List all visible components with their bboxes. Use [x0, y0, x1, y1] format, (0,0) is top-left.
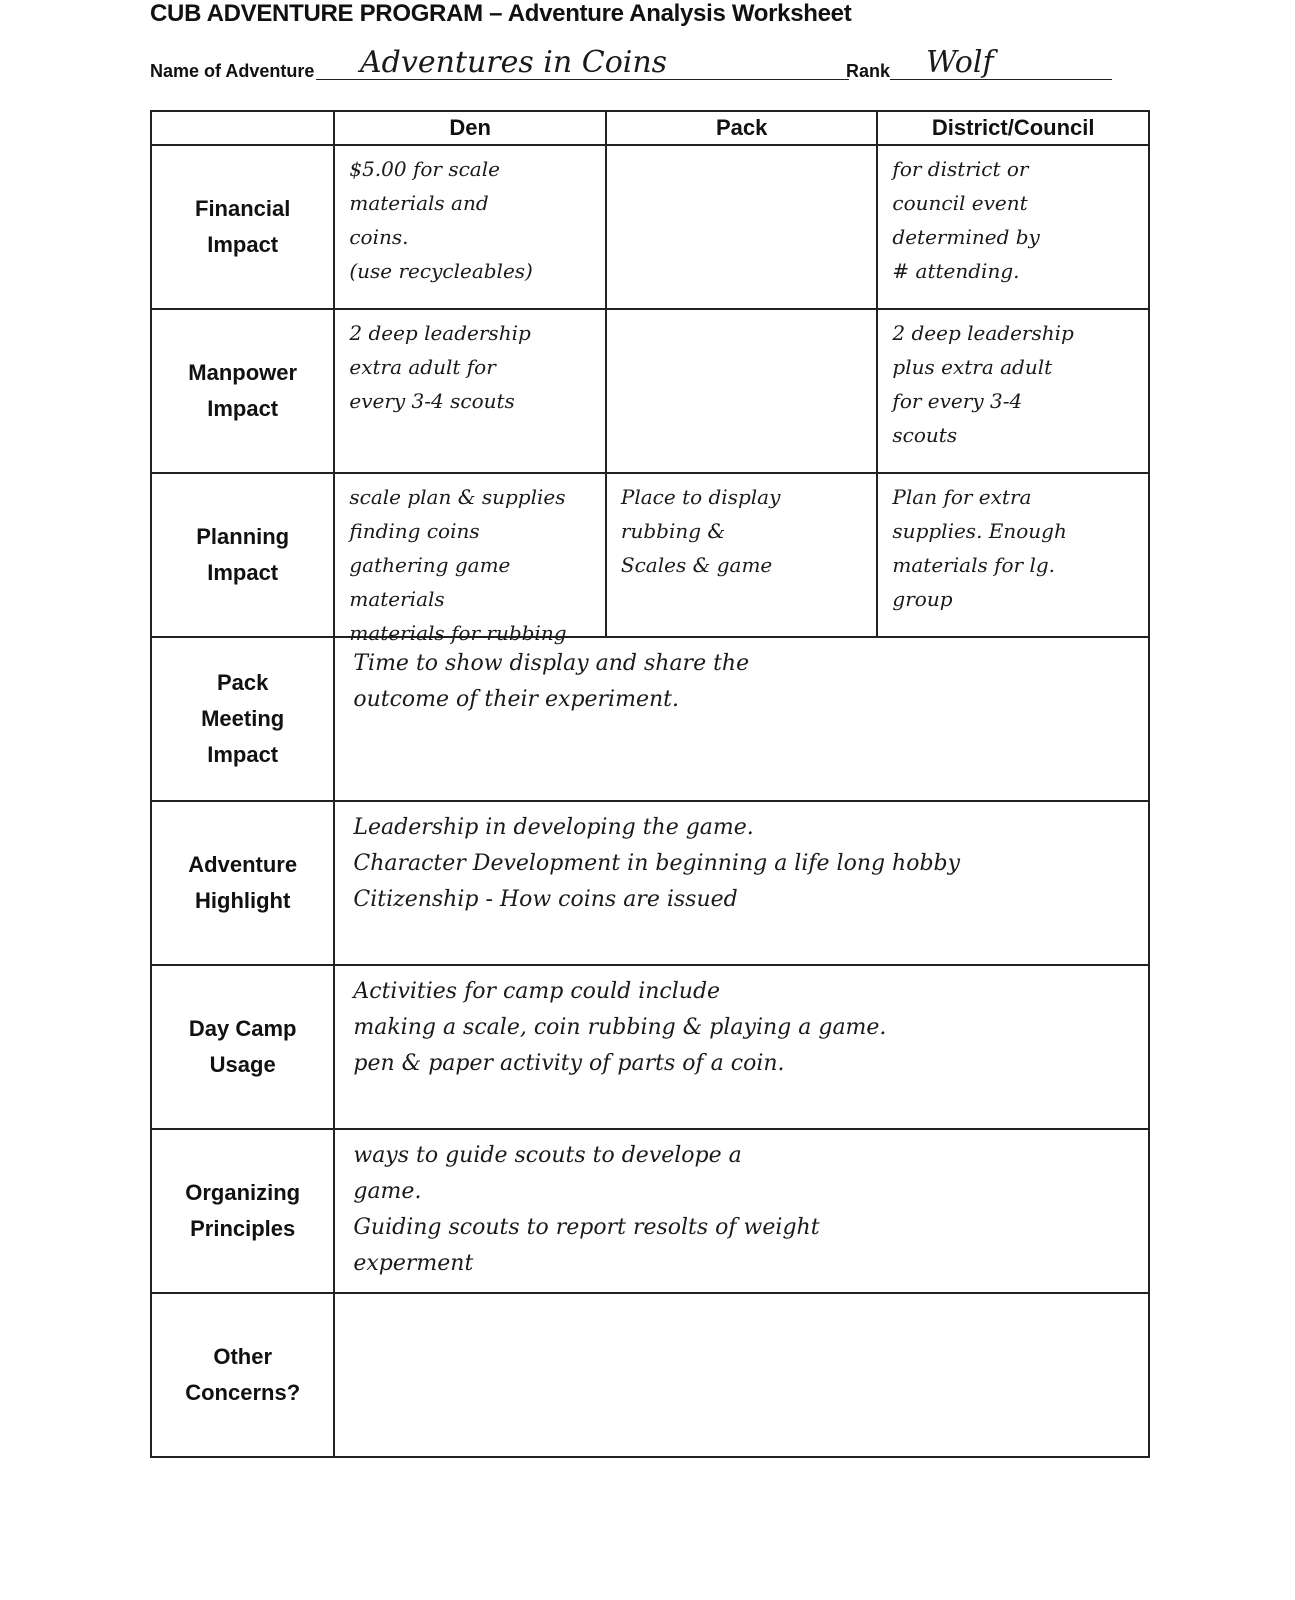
row-label-pack-meeting: Pack Meeting Impact — [151, 637, 334, 801]
row-label-organizing: Organizing Principles — [151, 1129, 334, 1293]
row-label-day-camp: Day Camp Usage — [151, 965, 334, 1129]
planning-impact-row — [151, 473, 1149, 637]
financial-impact-row — [151, 145, 1149, 309]
page-title: CUB ADVENTURE PROGRAM – Adventure Analysis Worksheet — [150, 0, 852, 27]
row-label-highlight: Adventure Highlight — [151, 801, 334, 965]
day-camp-usage-row — [151, 965, 1149, 1129]
other-concerns-note-cell — [334, 1293, 1149, 1457]
manpower-district-cell: 2 deep leadership plus extra adult for every 3-4 scouts — [877, 309, 1149, 473]
organizing-principles-row — [151, 1129, 1149, 1293]
row-label-financial: Financial Impact — [151, 145, 334, 309]
rank-underline — [890, 79, 1112, 80]
analysis-table — [150, 110, 1150, 1458]
column-header-pack: Pack — [606, 111, 878, 145]
row-label-manpower: Manpower Impact — [151, 309, 334, 473]
day-camp-note-cell: Activities for camp could include making a scale, coin rubbing & playing a game. pen & paper activity of parts of a coin. — [334, 965, 1149, 1129]
planning-district-cell: Plan for extra supplies. Enough materials for lg. group — [877, 473, 1149, 637]
header-row — [151, 111, 1149, 145]
other-concerns-row — [151, 1293, 1149, 1457]
organizing-note-cell: ways to guide scouts to develope a game. Guiding scouts to report resolts of weight experment — [334, 1129, 1149, 1293]
planning-den-cell: scale plan & supplies finding coins gathering game materials materials for rubbing — [334, 473, 606, 637]
column-header-district: District/Council — [877, 111, 1149, 145]
manpower-den-cell: 2 deep leadership extra adult for every 3-4 scouts — [334, 309, 606, 473]
adventure-highlight-row — [151, 801, 1149, 965]
manpower-pack-cell — [606, 309, 878, 473]
rank-value: Wolf — [926, 45, 994, 80]
pack-meeting-note-cell: Time to show display and share the outcome of their experiment. — [334, 637, 1149, 801]
financial-den-cell: $5.00 for scale materials and coins. (use recycleables) — [334, 145, 606, 309]
row-label-planning: Planning Impact — [151, 473, 334, 637]
financial-district-cell: for district or council event determined by # attending. — [877, 145, 1149, 309]
header-blank-cell — [151, 111, 334, 145]
adventure-meta — [150, 38, 1150, 88]
adventure-name-label: Name of Adventure — [150, 61, 315, 81]
row-label-other-concerns: Other Concerns? — [151, 1293, 334, 1457]
highlight-note-cell: Leadership in developing the game. Character Development in beginning a life long hobby Citizenship - How coins are issued — [334, 801, 1149, 965]
rank-label: Rank — [846, 61, 891, 81]
adventure-name-value: Adventures in Coins — [360, 45, 668, 80]
planning-pack-cell: Place to display rubbing & Scales & game — [606, 473, 878, 637]
manpower-impact-row — [151, 309, 1149, 473]
pack-meeting-impact-row — [151, 637, 1149, 801]
financial-pack-cell — [606, 145, 878, 309]
column-header-den: Den — [334, 111, 606, 145]
